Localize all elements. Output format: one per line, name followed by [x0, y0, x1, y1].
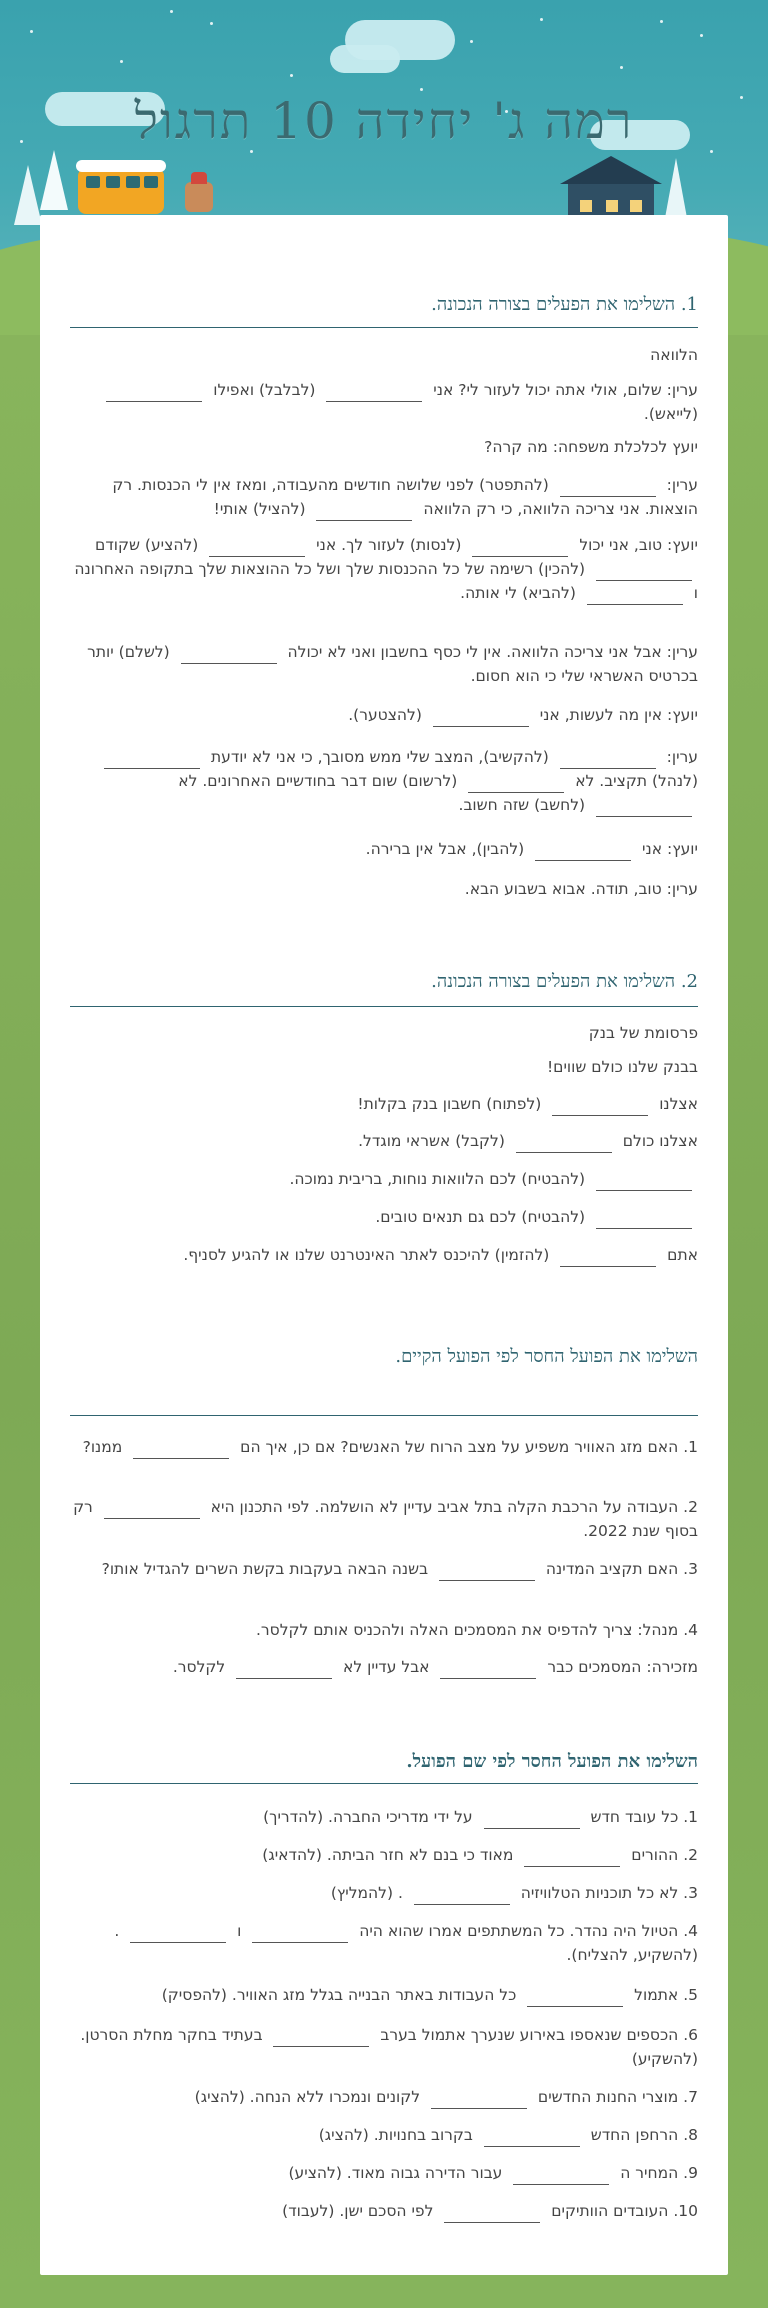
answer-blank[interactable]: [560, 1248, 656, 1267]
answer-blank[interactable]: [596, 1210, 692, 1229]
answer-blank[interactable]: [181, 645, 277, 664]
exercise-line: מזכירה: המסמכים כבר אבל עדיין לא לקלסר.: [70, 1655, 698, 1679]
answer-blank[interactable]: [433, 708, 529, 727]
answer-blank[interactable]: [209, 538, 305, 557]
answer-blank[interactable]: [552, 1097, 648, 1116]
answer-blank[interactable]: [316, 502, 412, 521]
exercise-line: בבנק שלנו כולם שווים!: [546, 1058, 698, 1076]
exercise-line: 2. ההורים מאוד כי בנם לא חזר הביתה. (להדאיג): [70, 1843, 698, 1867]
exercise-line: 4. מנהל: צריך להדפיס את המסמכים האלה ולהכניס אותם לקלסר.: [255, 1621, 698, 1639]
reindeer-icon: [185, 182, 213, 212]
answer-blank[interactable]: [468, 774, 564, 793]
school-bus-icon: [78, 168, 164, 214]
exercise-line: (להבטיח) לכם הלוואות נוחות, בריבית נמוכה.: [70, 1167, 698, 1191]
exercise-line: 8. הרחפן החדש בקרוב בחנויות. (להציג): [70, 2123, 698, 2147]
exercise-line: ערין: טוב, תודה. אבוא בשבוע הבא.: [464, 880, 698, 898]
exercise-line: ערין: (להתפטר) לפני שלושה חודשים מהעבודה, ומאז אין לי הכנסות. רק הוצאות. אני צריכה הלוואה, כי רק הלוואה (להציל) אותי!: [70, 473, 698, 521]
answer-blank[interactable]: [472, 538, 568, 557]
answer-blank[interactable]: [106, 383, 202, 402]
exercise-line: 6. הכספים שנאספו באירוע שנערך אתמול בערב בעתיד בחקר מחלת הסרטן. (להשקיע): [80, 2026, 698, 2068]
exercise-line: 3. האם תקציב המדינה בשנה הבאה בעקבות בקשת השרים להגדיל אותו?: [70, 1557, 698, 1581]
exercise-line: הלוואה: [650, 346, 698, 364]
section-divider: [70, 1783, 698, 1784]
cloud: [330, 45, 400, 73]
page-title: רמה ג' יחידה 10 תרגול: [134, 92, 634, 150]
exercise-line: 4. הטיול היה נהדר. כל המשתתפים אמרו שהוא היה ו . (להשקיע, להצליח).: [114, 1922, 698, 1964]
tree-icon: [14, 165, 42, 225]
answer-blank[interactable]: [535, 842, 631, 861]
exercise-line: 3. לא כל תוכניות הטלוויזיה . (להמליץ): [70, 1881, 698, 1905]
answer-blank[interactable]: [560, 478, 656, 497]
answer-blank[interactable]: [440, 1660, 536, 1679]
answer-blank[interactable]: [444, 2204, 540, 2223]
answer-blank[interactable]: [133, 1440, 229, 1459]
exercise-line: 2. העבודה על הרכבת הקלה בתל אביב עדיין לא הושלמה. לפי התכנון היא רק בסוף שנת 2022.: [73, 1498, 698, 1540]
exercise-line: אצלנו כולם (לקבל) אשראי מוגדל.: [70, 1129, 698, 1153]
exercise-line: יועץ: טוב, אני יכול (לנסות) לעזור לך. אני (להציע) שקודם (להכין) רשימה של כל ההכנסות שלך ושל כל ההוצאות שלך בתקופה האחרונה ו (להביא) לי אותה.: [70, 533, 698, 605]
section-title: 2. השלימו את הפעלים בצורה הנכונה.: [431, 971, 698, 992]
exercise-line: 1. כל עובד חדש על ידי מדריכי החברה. (להדריך): [70, 1805, 698, 1829]
exercise-line: (להבטיח) לכם גם תנאים טובים.: [70, 1205, 698, 1229]
tree-icon: [665, 158, 687, 218]
section-title: 1. השלימו את הפעלים בצורה הנכונה.: [431, 294, 698, 315]
exercise-line: ערין: אבל אני צריכה הלוואה. אין לי כסף בחשבון ואני לא יכולה (לשלם) יותר בכרטיס האשראי שלי כי הוא חסום.: [87, 643, 698, 685]
exercise-line: פרסומת של בנק: [588, 1024, 698, 1042]
answer-blank[interactable]: [587, 586, 683, 605]
exercise-line: 9. המחיר ה עבור הדירה גבוה מאוד. (להציע): [70, 2161, 698, 2185]
answer-blank[interactable]: [596, 1172, 692, 1191]
answer-blank[interactable]: [439, 1562, 535, 1581]
answer-blank[interactable]: [596, 562, 692, 581]
answer-blank[interactable]: [484, 1810, 580, 1829]
worksheet-card: [40, 215, 728, 2275]
exercise-line: יועץ: אין מה לעשות, אני (להצטער).: [70, 703, 698, 727]
answer-blank[interactable]: [236, 1660, 332, 1679]
exercise-line: 5. אתמול כל העבודות באתר הבנייה בגלל מזג האוויר. (להפסיק): [70, 1983, 698, 2007]
tree-icon: [40, 150, 68, 210]
exercise-line: יועץ לכלכלת משפחה: מה קרה?: [484, 438, 698, 456]
answer-blank[interactable]: [484, 2128, 580, 2147]
answer-blank[interactable]: [104, 750, 200, 769]
exercise-line: ערין: (להקשיב), המצב שלי ממש מסובך, כי אני לא יודעת (לנהל) תקציב. לא (לרשום) שום דבר בחודשיים האחרונים. לא (לחשב) שזה חשוב.: [70, 745, 698, 817]
section-divider: [70, 1006, 698, 1007]
exercise-line: 1. האם מזג האוויר משפיע על מצב הרוח של האנשים? אם כן, איך הם ממנו?: [70, 1435, 698, 1459]
exercise-line: יועץ: אני (להבין), אבל אין ברירה.: [70, 837, 698, 861]
answer-blank[interactable]: [104, 1500, 200, 1519]
answer-blank[interactable]: [516, 1134, 612, 1153]
exercise-line: ערין: שלום, אולי אתה יכול לעזור לי? אני (לבלבל) ואפילו (לייאש).: [70, 378, 698, 426]
exercise-line: 10. העובדים הוותיקים לפי הסכם ישן. (לעבוד): [70, 2199, 698, 2223]
answer-blank[interactable]: [252, 1924, 348, 1943]
answer-blank[interactable]: [596, 798, 692, 817]
exercise-line: אתם (להזמין) להיכנס לאתר האינטרנט שלנו או להגיע לסניף.: [70, 1243, 698, 1267]
answer-blank[interactable]: [513, 2166, 609, 2185]
section-title: השלימו את הפועל החסר לפי שם הפועל.: [406, 1751, 698, 1772]
section-title: השלימו את הפועל החסר לפי הפועל הקיים.: [395, 1346, 698, 1367]
answer-blank[interactable]: [414, 1886, 510, 1905]
answer-blank[interactable]: [326, 383, 422, 402]
answer-blank[interactable]: [273, 2028, 369, 2047]
exercise-line: אצלנו (לפתוח) חשבון בנק בקלות!: [70, 1092, 698, 1116]
exercise-line: 7. מוצרי החנות החדשים לקונים ונמכרו ללא הנחה. (להציג): [70, 2085, 698, 2109]
answer-blank[interactable]: [527, 1988, 623, 2007]
answer-blank[interactable]: [560, 750, 656, 769]
answer-blank[interactable]: [431, 2090, 527, 2109]
section-divider: [70, 1415, 698, 1416]
answer-blank[interactable]: [524, 1848, 620, 1867]
answer-blank[interactable]: [130, 1924, 226, 1943]
section-divider: [70, 327, 698, 328]
